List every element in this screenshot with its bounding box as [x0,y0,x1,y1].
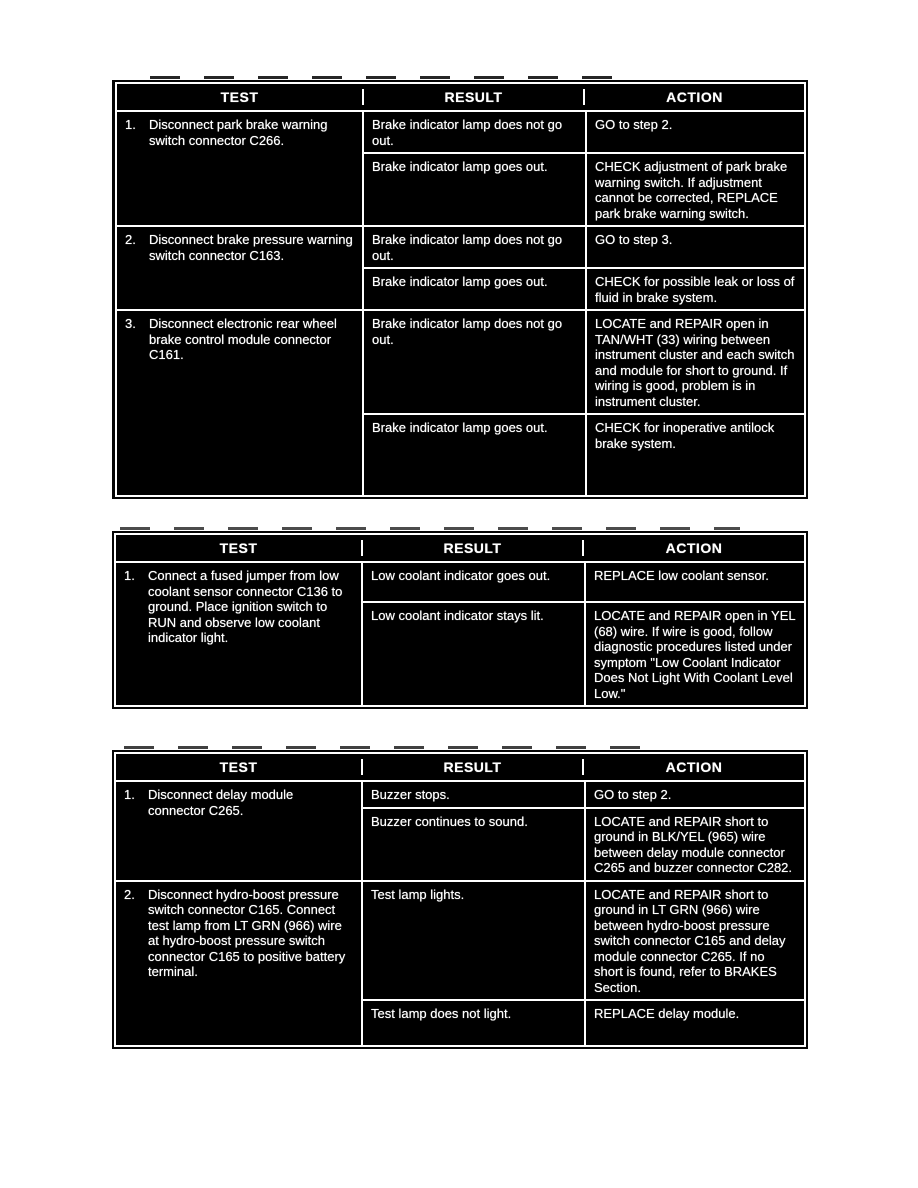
test-step [116,880,804,1046]
action-cell: CHECK adjustment of park brake warning switch. If adjustment cannot be corrected, REPLACE park brake warning switch. [585,154,804,225]
result-cell: Low coolant indicator goes out. [371,568,551,583]
test-step [117,309,804,495]
test-step [117,110,804,225]
test-cell [116,882,361,1046]
diagnostic-table-brake-warning [112,80,808,499]
test-cell [117,227,362,309]
action-cell: REPLACE delay module. [584,1001,804,1045]
table-header-row [116,754,804,780]
diagnostic-table-low-coolant [112,531,808,709]
step-number: 1. [124,787,135,802]
test-step [117,225,804,309]
action-cell: REPLACE low coolant sensor. [584,563,804,601]
result-cell: Test lamp does not light. [371,1006,512,1021]
header-cell-action: ACTION [583,89,804,105]
header-cell-test: TEST [219,759,258,775]
outcome-row [364,413,804,495]
action-cell: GO to step 2. [585,112,804,152]
step-number: 1. [125,117,136,132]
test-cell [117,112,362,225]
header-cell-result: RESULT [361,759,582,775]
step-number: 3. [125,316,136,331]
table-header-row [117,84,804,110]
outcome-row [364,152,804,225]
header-cell-action: ACTION [582,540,804,556]
action-cell: CHECK for possible leak or loss of fluid in brake system. [585,269,804,309]
test-text: Disconnect hydro-boost pressure switch connector C165. Connect test lamp from LT GRN (966) wire at hydro-boost pressure switch connector C165 to positive battery terminal. [148,886,346,979]
scan-artifact [150,76,620,79]
result-cell: Brake indicator lamp does not go out. [372,232,563,263]
table-header-row [116,535,804,561]
action-cell: GO to step 3. [585,227,804,267]
test-text: Disconnect brake pressure warning switch connector C163. [149,232,353,263]
outcome-row [363,999,804,1045]
result-cell: Buzzer stops. [371,787,450,802]
result-cell: Test lamp lights. [371,886,465,902]
action-cell: CHECK for inoperative antilock brake system. [585,415,804,495]
test-cell [116,563,361,705]
action-cell: LOCATE and REPAIR open in TAN/WHT (33) wiring between instrument cluster and each switch and module for short to ground. If wiring is good, problem is in instrument cluster. [585,311,804,413]
test-step [116,561,804,705]
action-cell: LOCATE and REPAIR short to ground in LT GRN (966) wire between hydro-boost pressure switch connector C165 and delay module connector C265. If no short is found, refer to BRAKES Section. [584,882,804,1000]
scan-artifact [124,746,644,749]
outcome-row [363,807,804,880]
header-cell-result: RESULT [361,540,582,556]
header-cell-test: TEST [219,540,258,556]
outcome-row [364,267,804,309]
header-cell-action: ACTION [582,759,804,775]
step-number: 2. [125,232,136,247]
outcome-row [364,112,804,152]
action-cell: LOCATE and REPAIR short to ground in BLK/YEL (965) wire between delay module connector C265 and buzzer connector C282. [584,809,804,880]
result-cell: Brake indicator lamp goes out. [372,159,548,174]
result-cell: Brake indicator lamp does not go out. [372,316,563,347]
step-number: 1. [124,568,135,583]
outcome-row [364,227,804,267]
scan-artifact [120,527,740,530]
action-cell: LOCATE and REPAIR open in YEL (68) wire. If wire is good, follow diagnostic procedures listed under symptom "Low Coolant Indicator Does Not Light With Coolant Level Low." [584,603,804,705]
outcome-row [363,563,804,601]
test-cell [117,311,362,495]
action-cell: GO to step 2. [584,782,804,807]
result-cell: Low coolant indicator stays lit. [371,608,544,623]
outcome-row [364,311,804,413]
test-cell [116,782,361,880]
diagnostic-table-buzzer-delay-module [112,750,808,1049]
result-cell: Brake indicator lamp goes out. [372,274,548,289]
result-cell: Buzzer continues to sound. [371,813,528,829]
outcome-row [363,782,804,807]
header-cell-test: TEST [220,89,259,105]
test-step [116,780,804,880]
test-text: Disconnect electronic rear wheel brake control module connector C161. [149,316,337,362]
test-text: Disconnect delay module connector C265. [148,787,294,818]
header-cell-result: RESULT [362,89,583,105]
result-cell: Brake indicator lamp does not go out. [372,117,563,148]
result-cell: Brake indicator lamp goes out. [372,420,548,435]
outcome-row [363,601,804,705]
test-text: Connect a fused jumper from low coolant sensor connector C136 to ground. Place ignition switch to RUN and observe low coolant indicator light. [148,568,343,645]
test-text: Disconnect park brake warning switch connector C266. [149,117,328,148]
step-number: 2. [124,886,135,902]
outcome-row [363,882,804,1000]
